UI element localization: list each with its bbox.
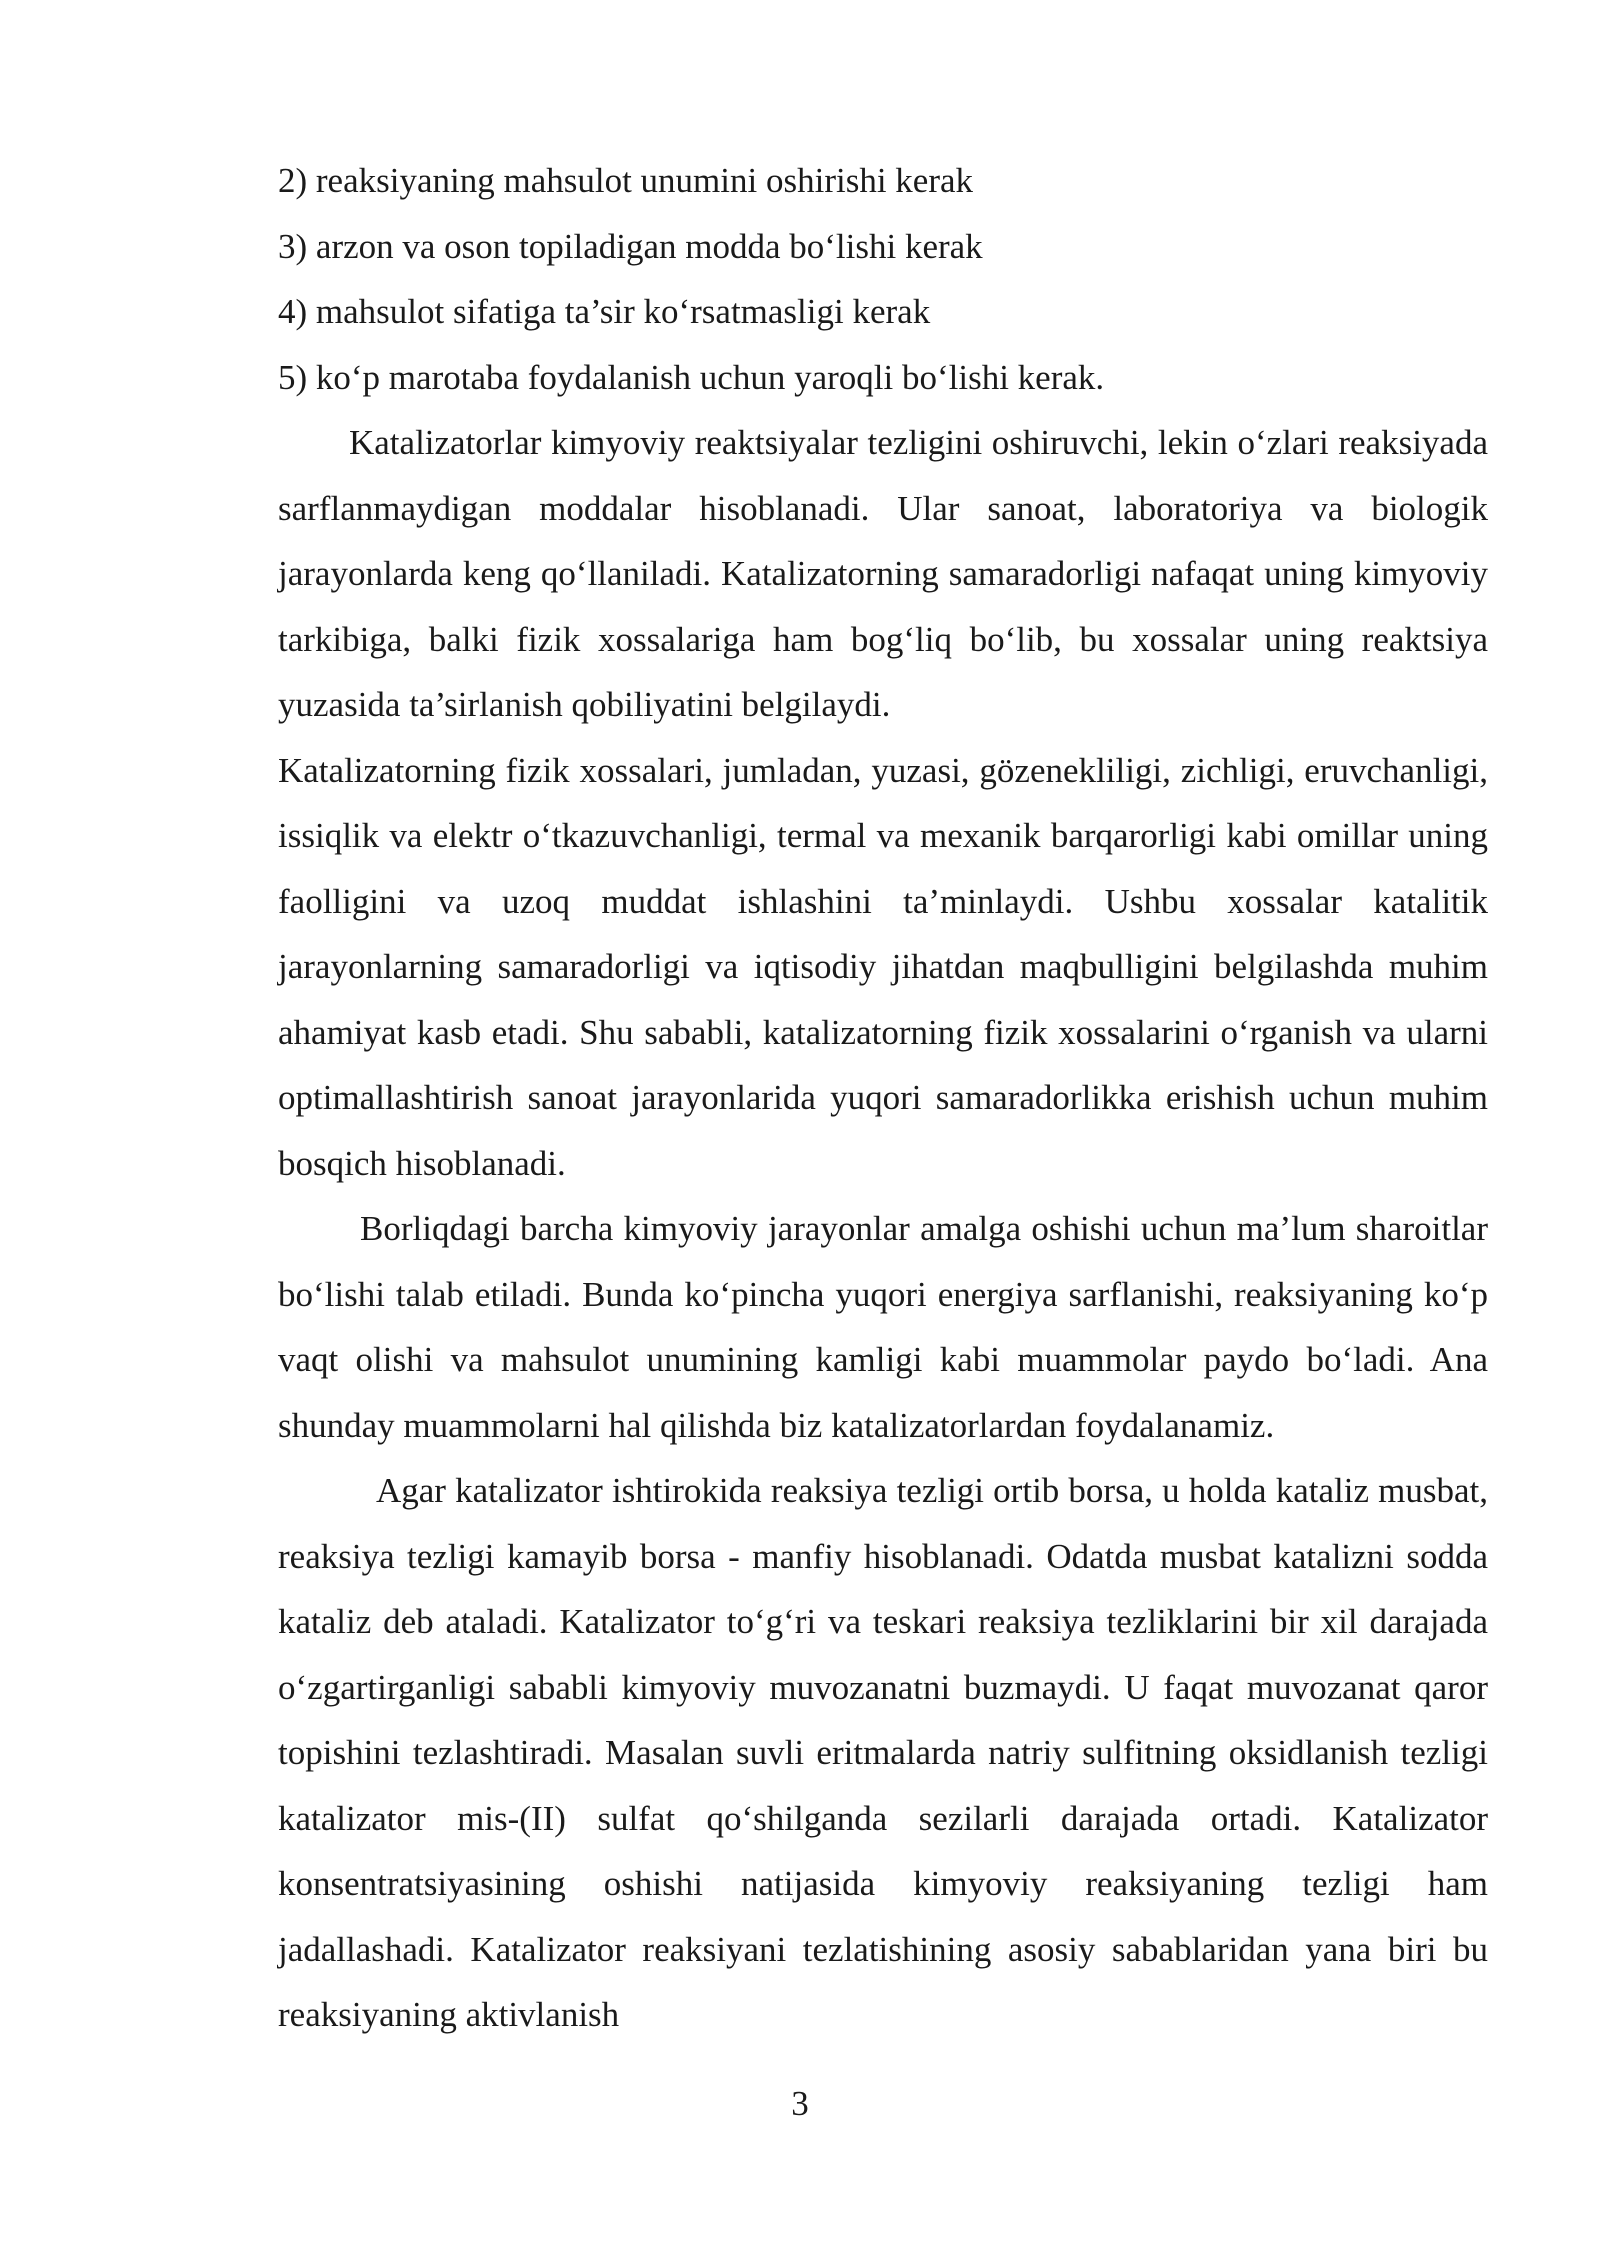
paragraph-chemical-processes: Borliqdagi barcha kimyoviy jarayonlar amalga oshishi uchun ma’lum sharoitlar bo‘lishi talab etiladi. Bunda ko‘pincha yuqori energiya sarflanishi, reaksiyaning ko‘p vaqt olishi va mahsulot unumining kamligi kabi muammolar paydo bo‘ladi. Ana shunday muammolarni hal qilishda biz katalizatorlardan foydalanamiz. (278, 1209, 1488, 1445)
paragraph-physical-properties: Katalizatorning fizik xossalari, jumladan, yuzasi, gözenekliligi, zichligi, eruvchanligi, issiqlik va elektr o‘tkazuvchanligi, termal va mexanik barqarorligi kabi omillar uning faolligini va uzoq muddat ishlashini ta’minlaydi. Ushbu xossalar katalitik jarayonlarning samaradorligi va iqtisodiy jihatdan maqbulligini belgilashda muhim ahamiyat kasb etadi. Shu sababli, katalizatorning fizik xossalarini o‘rganish va ularni optimallashtirish sanoat jarayonlarida yuqori samaradorlikka erishish uchun muhim bosqich hisoblanadi. (278, 750, 1488, 1183)
paragraph-catalyst-definition: Katalizatorlar kimyoviy reaktsiyalar tezligini oshiruvchi, lekin o‘zlari reaksiyada sarflanmaydigan moddalar hisoblanadi. Ular sanoat, laboratoriya va biologik jarayonlarda keng qo‘llaniladi. Katalizatorning samaradorligi nafaqat uning kimyoviy tarkibiga, balki fizik xossalariga ham bog‘liq bo‘lib, bu xossalar uning reaktsiya yuzasida ta’sirlanish qobiliyatini belgilaydi. (278, 423, 1488, 724)
list-item: 2) reaksiyaning mahsulot unumini oshirishi kerak (278, 161, 974, 200)
list-item: 5) ko‘p marotaba foydalanish uchun yaroqli bo‘lishi kerak. (278, 357, 1105, 397)
page-body (278, 148, 1488, 2048)
paragraph-positive-negative-catalysis: Agar katalizator ishtirokida reaksiya tezligi ortib borsa, u holda kataliz musbat, reaksiya tezligi kamayib borsa - manfiy hisoblanadi. Odatda musbat katalizni sodda kataliz deb ataladi. Katalizator to‘g‘ri va teskari reaksiya tezliklarini bir xil darajada o‘zgartirganligi sababli kimyoviy muvozanatni buzmaydi. U faqat muvozanat qaror topishini tezlashtiradi. Masalan suvli eritmalarda natriy sulfitning oksidlanish tezligi katalizator mis-(II) sulfat qo‘shilganda sezilarli darajada ortadi. Katalizator konsentratsiyasining oshishi natijasida kimyoviy reaksiyaning tezligi ham jadallashadi. Katalizator reaksiyani tezlatishining asosiy sabablaridan yana biri bu reaksiyaning aktivlanish (278, 1471, 1488, 2034)
list-item: 3) arzon va oson topiladigan modda bo‘lishi kerak (278, 226, 983, 266)
page-number: 3 (791, 2084, 809, 2123)
list-item: 4) mahsulot sifatiga ta’sir ko‘rsatmasligi kerak (278, 292, 931, 331)
